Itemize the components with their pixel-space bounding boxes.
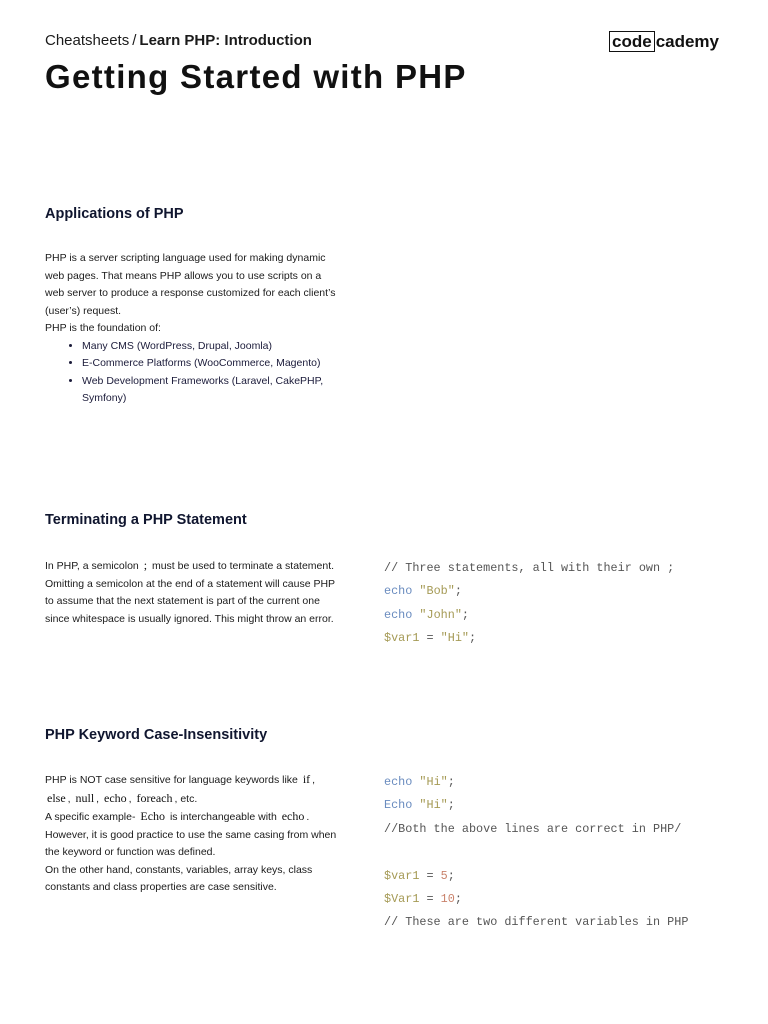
code-variable: $Var1 [384,892,420,907]
terminating-text-before: In PHP, a semicolon [45,560,139,572]
comma: , [312,774,316,786]
terminating-paragraph-2: Omitting a semicolon at the end of a statement will cause PHP to assume that the next statement is part of the current one since whitespace is usually ignored. This might throw an error. [45,577,335,625]
logo-rest-text: cademy [655,31,720,51]
code-comment: // Three statements, all with their own ; [384,561,675,575]
keyword-null-code: null [75,790,95,805]
case-paragraph-2 [45,808,337,862]
keyword-else-code: else [47,790,66,805]
code-keyword: echo [384,607,413,622]
applications-paragraph: PHP is a server scripting language used for making dynamic web pages. That means PHP allows you to use scripts on a web server to produce a response customized for each client’s (user’s) request. [45,252,336,317]
section-heading-terminating: Terminating a PHP Statement [45,512,247,528]
breadcrumb-root-link[interactable]: Cheatsheets [45,32,130,49]
code-blank-line [384,841,724,864]
example-text-mid: is interchangeable with [169,811,277,823]
case-text-after: , etc. [174,792,198,805]
code-punctuation: ; [447,775,455,789]
code-string: "Hi" [419,775,448,789]
code-punctuation: ; [454,892,462,907]
list-item: • Web Development Frameworks (Laravel, CakePHP, Symfony) [82,373,337,408]
code-string: "Bob" [419,584,455,599]
code-number: 5 [440,868,448,883]
breadcrumb-separator: / [132,32,137,49]
code-keyword: Echo [384,798,413,813]
terminating-text-after: must be used to terminate a statement. [151,560,335,572]
page-title: Getting Started with PHP [45,58,467,95]
code-punctuation: ; [461,607,469,622]
code-comment: // These are two different variables in PHP [384,915,689,930]
example-text-before: A specific example- [45,811,136,823]
code-operator: = [419,631,441,646]
breadcrumb-current-link[interactable]: Learn PHP: Introduction [139,32,312,49]
comma: , [96,792,100,805]
applications-foundation-text: PHP is the foundation of: [45,322,161,334]
semicolon-code: ; [143,558,148,572]
section-heading-applications: Applications of PHP [45,206,184,222]
code-keyword: echo [384,584,413,599]
list-item: • Many CMS (WordPress, Drupal, Joomla) [82,338,337,356]
applications-description [45,250,337,408]
case-text-before: PHP is NOT case sensitive for language keywords like [45,774,298,786]
terminating-paragraph-1 [45,557,337,576]
code-number: 10 [440,892,455,907]
case-description [45,771,337,897]
code-variable: $var1 [384,868,420,883]
case-code-block [384,771,724,935]
code-punctuation: ; [468,631,477,646]
applications-list [45,338,337,408]
keyword-foreach-code: foreach [136,790,173,805]
keyword-echo-code: echo [104,790,127,805]
code-variable: $var1 [384,631,420,646]
code-punctuation: ; [447,798,455,813]
list-item: • E-Commerce Platforms (WooCommerce, Magento) [82,355,337,373]
code-punctuation: ; [447,868,455,883]
breadcrumb [45,32,312,49]
codecademy-logo[interactable] [609,31,719,52]
code-string: "Hi" [419,798,448,813]
code-operator: = [419,868,441,883]
section-heading-case-insensitivity: PHP Keyword Case-Insensitivity [45,727,268,743]
Echo-code: Echo [140,809,166,823]
code-string: "John" [419,607,462,622]
comma: , [128,792,132,805]
code-keyword: echo [384,775,413,789]
keyword-if-code: if [302,772,311,786]
code-comment: //Both the above lines are correct in PHP/ [384,821,682,836]
echo-code: echo [281,809,305,823]
code-operator: = [419,892,441,907]
terminating-code-block [384,557,724,651]
terminating-description [45,557,337,628]
code-punctuation: ; [454,584,462,599]
code-string: "Hi" [440,631,469,646]
case-paragraph-3: On the other hand, constants, variables, array keys, class constants and class properties are case sensitive. [45,863,313,893]
comma: , [67,792,71,805]
case-paragraph-1 [45,771,337,808]
logo-boxed-text: code [609,31,655,52]
example-text-after: . However, it is good practice to use the same casing from when the keyword or function was defined. [45,811,337,858]
